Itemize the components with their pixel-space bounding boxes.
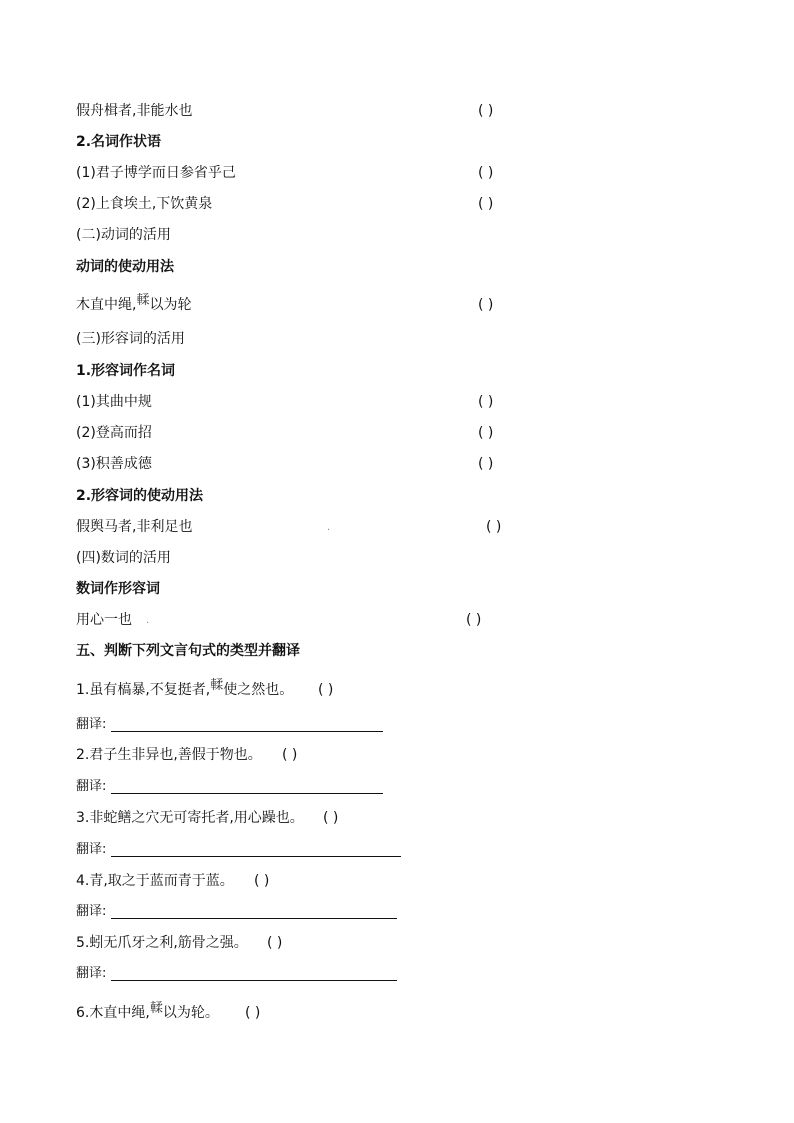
translation-blank[interactable] — [111, 856, 401, 857]
sentence-adj-2: (2)登高而招 — [76, 425, 152, 441]
answer-paren[interactable]: ( ) — [478, 165, 494, 181]
section-five-heading: 五、判断下列文言句式的类型并翻译 — [76, 643, 300, 659]
translate-label: 翻译: — [76, 904, 107, 919]
translate-label: 翻译: — [76, 966, 107, 981]
text-part: 木直中绳, — [76, 297, 137, 313]
rare-character: 輮 — [149, 1001, 163, 1016]
text-part: 1.虽有槁暴,不复挺者, — [76, 682, 211, 698]
verb-heading: 动词的使动用法 — [76, 259, 174, 275]
question-1 — [76, 678, 294, 700]
sentence-adj-causative: 假舆马者,非利足也 — [76, 519, 193, 535]
text-part: 使之然也。 — [223, 682, 294, 698]
sentence-adj-3: (3)积善成德 — [76, 456, 152, 472]
stray-dot: . — [146, 615, 150, 626]
question-5: 5.蚓无爪牙之利,筋骨之强。 — [76, 935, 248, 951]
sentence-jiazhouji: 假舟楫者,非能水也 — [76, 103, 193, 119]
text-part: 以为轮 — [149, 297, 192, 313]
translation-blank[interactable] — [111, 980, 397, 981]
text-part: 6.木直中绳, — [76, 1005, 150, 1021]
answer-paren[interactable]: ( ) — [478, 196, 494, 212]
rare-character: 輮 — [136, 293, 150, 308]
adj-section-title: (三)形容词的活用 — [76, 331, 185, 347]
answer-paren[interactable]: ( ) — [254, 873, 270, 889]
question-4: 4.青,取之于蓝而青于蓝。 — [76, 873, 234, 889]
stray-dot: . — [327, 522, 331, 533]
question-2: 2.君子生非异也,善假于物也。 — [76, 747, 262, 763]
question-6 — [76, 1001, 219, 1023]
answer-paren[interactable]: ( ) — [282, 747, 298, 763]
answer-paren[interactable]: ( ) — [486, 519, 502, 535]
translate-label: 翻译: — [76, 842, 107, 857]
answer-paren[interactable]: ( ) — [245, 1005, 261, 1021]
answer-paren[interactable]: ( ) — [318, 682, 334, 698]
answer-paren[interactable]: ( ) — [466, 612, 482, 628]
translation-blank[interactable] — [111, 731, 383, 732]
answer-paren[interactable]: ( ) — [478, 425, 494, 441]
answer-paren[interactable]: ( ) — [478, 394, 494, 410]
sentence-noun-adv-1: (1)君子博学而日参省乎己 — [76, 165, 236, 181]
sentence-verb-example — [76, 293, 192, 315]
answer-paren[interactable]: ( ) — [478, 297, 494, 313]
answer-paren[interactable]: ( ) — [267, 935, 283, 951]
heading-noun-adverbial: 2.名词作状语 — [76, 134, 162, 150]
rare-character: 輮 — [210, 678, 224, 693]
num-heading: 数词作形容词 — [76, 581, 160, 597]
answer-paren[interactable]: ( ) — [323, 810, 339, 826]
verb-section-title: (二)动词的活用 — [76, 227, 171, 243]
answer-paren[interactable]: ( ) — [478, 103, 494, 119]
adj-heading-1: 1.形容词作名词 — [76, 363, 176, 379]
sentence-noun-adv-2: (2)上食埃土,下饮黄泉 — [76, 196, 213, 212]
sentence-num-example: 用心一也 — [76, 612, 132, 628]
sentence-adj-1: (1)其曲中规 — [76, 394, 152, 410]
answer-paren[interactable]: ( ) — [478, 456, 494, 472]
adj-heading-2: 2.形容词的使动用法 — [76, 488, 204, 504]
translation-blank[interactable] — [111, 793, 383, 794]
num-section-title: (四)数词的活用 — [76, 550, 171, 566]
translation-blank[interactable] — [111, 918, 397, 919]
question-3: 3.非蛇鳝之穴无可寄托者,用心躁也。 — [76, 810, 304, 826]
translate-label: 翻译: — [76, 717, 107, 732]
text-part: 以为轮。 — [162, 1005, 219, 1021]
translate-label: 翻译: — [76, 779, 107, 794]
